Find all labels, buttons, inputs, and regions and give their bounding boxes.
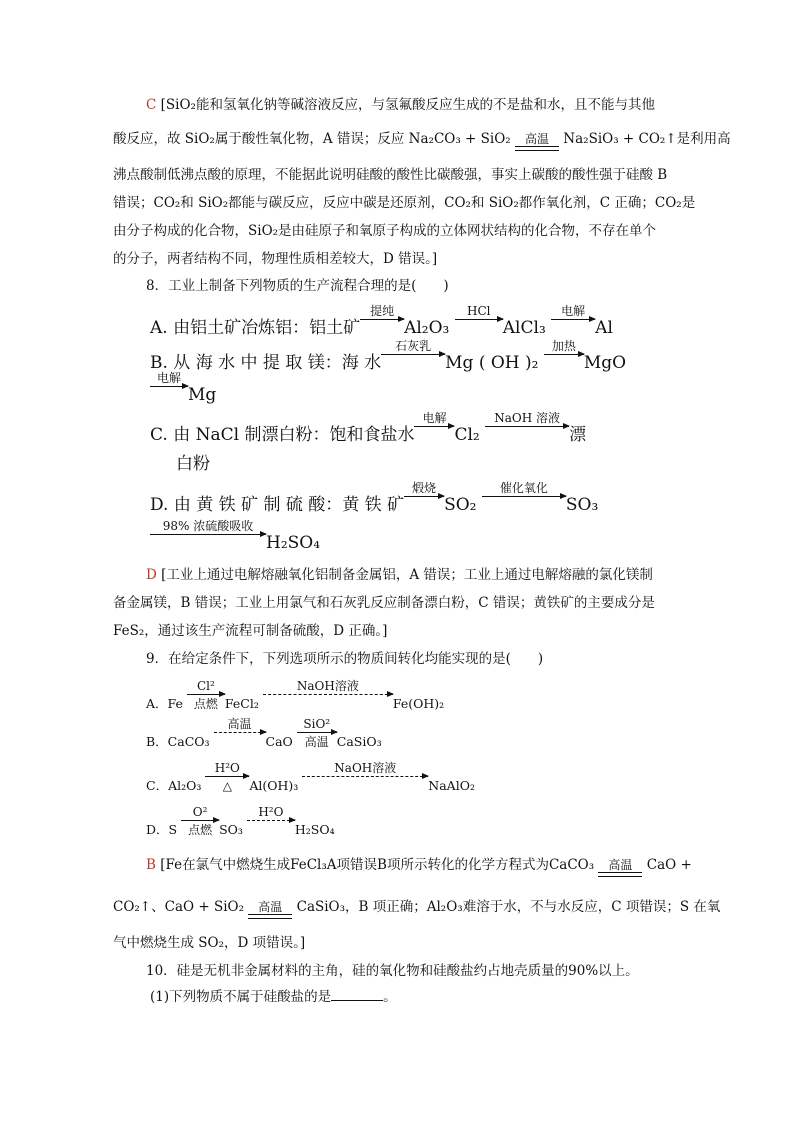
answer-letter: D <box>146 567 157 583</box>
q8-option-b: B. 从 海 水 中 提 取 镁：海 水 石灰乳 Mg ( OH )₂ 加热 MgO <box>150 339 627 373</box>
q7-answer-line3: 沸点酸制低沸点酸的原理，不能据此说明硅酸的酸性比碳酸强，事实上碳酸的酸性强于硅酸 B <box>113 167 668 183</box>
q9-option-a: A．Fe Cl² 点燃 FeCl₂ NaOH溶液 Fe(OH)₂ <box>146 679 445 711</box>
q8-answer-line1: D [工业上通过电解熔融氧化铝制备金属铝，A 错误；工业上通过电解熔融的氯化镁制 <box>146 567 653 583</box>
q8-option-d-cont: 98% 浓硫酸吸收 H₂SO₄ <box>150 520 320 555</box>
q9-answer-line3: 气中燃烧生成 SO₂，D 项错误。] <box>113 935 306 951</box>
q7-answer-line2: 酸反应，故 SiO₂属于酸性氧化物，A 错误；反应 Na₂CO₃ + SiO₂ 高温 Na₂SiO₃ + CO₂↑是利用高 <box>113 126 693 152</box>
q9-option-d: D．S O² 点燃 SO₃ H²O H₂SO₄ <box>146 805 335 837</box>
equilibrium-sign: 高温 <box>515 133 559 151</box>
q9-answer-line1: B [Fe在氯气中燃烧生成FeCl₃A项错误B项所示转化的化学方程式为CaCO₃ 高温 CaO + <box>146 852 706 878</box>
answer-blank[interactable] <box>331 986 383 1001</box>
q8-option-b-cont: 电解 Mg <box>150 372 216 407</box>
q7-answer-line1: C [SiO₂能和氢氧化钠等碱溶液反应，与氢氟酸反应生成的不是盐和水，且不能与其他 <box>146 97 655 113</box>
q9-option-c: C．Al₂O₃ H²O △ Al(OH)₃ NaOH溶液 NaAlO₂ <box>146 761 475 793</box>
equilibrium-sign: 高温 <box>598 859 642 877</box>
answer-letter: C <box>146 97 157 113</box>
q9-option-b: B．CaCO₃ 高温 CaO SiO² 高温 CaSiO₃ <box>146 717 382 749</box>
q7-answer-line5: 由分子构成的化合物，SiO₂是由硅原子和氧原子构成的立体网状结构的化合物，不存在单个 <box>113 223 657 239</box>
q8-answer-line3: FeS₂，通过该生产流程可制备硫酸，D 正确。] <box>113 623 388 639</box>
q9-stem: 9．在给定条件下，下列选项所示的物质间转化均能实现的是( ) <box>146 651 544 667</box>
q8-option-c: C. 由 NaCl 制漂白粉：饱和食盐水 电解 Cl₂ NaOH 溶液 漂 <box>150 411 587 445</box>
q10-sub1: (1)下列物质不属于硅酸盐的是 。 <box>150 986 397 1008</box>
q8-answer-line2: 备金属镁，B 错误；工业上用氯气和石灰乳反应制备漂白粉，C 错误；黄铁矿的主要成分是 <box>113 595 655 611</box>
answer-letter: B <box>146 857 156 873</box>
q7-answer-line4: 错误；CO₂和 SiO₂都能与碳反应，反应中碳是还原剂，CO₂和 SiO₂都作氧化剂，C 正确；CO₂是 <box>113 195 696 211</box>
q8-option-d: D. 由 黄 铁 矿 制 硫 酸：黄 铁 矿 煅烧 SO₂ 催化氧化 SO₃ <box>150 481 599 515</box>
q7-answer-line6: 的分子，两者结构不同，物理性质相差较大，D 错误。] <box>113 251 438 267</box>
q8-option-a: A. 由铝土矿冶炼铝：铝土矿 提纯 Al₂O₃ HCl AlCl₃ 电解 Al <box>150 304 613 338</box>
q8-stem: 8．工业上制备下列物质的生产流程合理的是( ) <box>146 278 449 294</box>
equilibrium-sign: 高温 <box>248 901 292 919</box>
q9-answer-line2: CO₂↑、CaO + SiO₂ 高温 CaSiO₃，B 项正确；Al₂O₃难溶于水，不与水反应，C 项错误；S 在氧 <box>113 894 693 920</box>
q8-option-c-cont: 白粉 <box>176 454 210 474</box>
q10-stem: 10．硅是无机非金属材料的主角，硅的氧化物和硅酸盐约占地壳质量的90%以上。 <box>146 963 639 979</box>
